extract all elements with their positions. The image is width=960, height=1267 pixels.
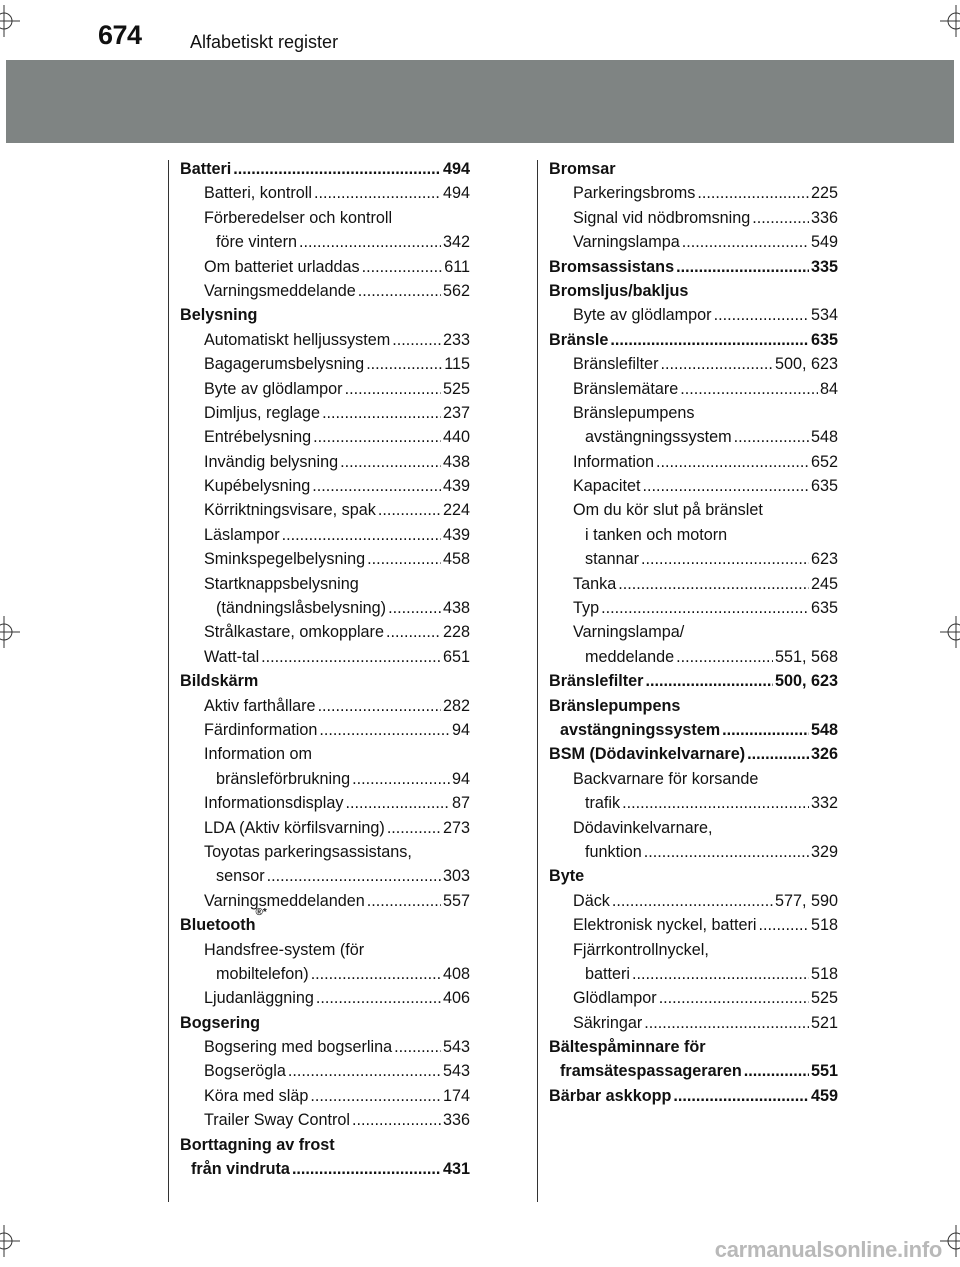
index-entry-page: 562 bbox=[442, 281, 470, 300]
index-entry-page: 408 bbox=[442, 964, 470, 983]
watermark: carmanualsonline.info bbox=[714, 1237, 942, 1262]
index-entry-text: Watt-tal bbox=[204, 647, 260, 666]
index-entry bbox=[180, 425, 470, 449]
index-entry-page: 282 bbox=[442, 696, 470, 715]
index-entry-text: Bogsering bbox=[180, 1013, 261, 1032]
index-entry bbox=[549, 742, 838, 766]
index-entry-page: 635 bbox=[810, 477, 838, 496]
index-entry bbox=[549, 572, 838, 596]
index-entry-text: mobiltelefon) bbox=[216, 964, 309, 983]
index-entry bbox=[549, 474, 838, 498]
index-entry-text: Kapacitet bbox=[573, 477, 641, 496]
index-entry-text: före vintern bbox=[216, 233, 297, 252]
index-entry bbox=[180, 816, 470, 840]
index-entry-page: 652 bbox=[810, 452, 838, 471]
index-entry-text: Typ bbox=[573, 599, 600, 618]
leader-dots bbox=[261, 645, 441, 669]
index-entry bbox=[549, 425, 838, 449]
index-entry-text: Bogserögla bbox=[204, 1062, 286, 1081]
index-entry-page: 233 bbox=[442, 330, 470, 349]
index-entry-text: stannar bbox=[585, 550, 639, 569]
index-entry-page: 303 bbox=[442, 867, 470, 886]
index-entry bbox=[549, 889, 838, 913]
index-entry bbox=[180, 206, 470, 230]
index-entry-text: Automatiskt helljussystem bbox=[204, 330, 391, 349]
index-entry-page: 342 bbox=[442, 233, 470, 252]
registration-mark-icon bbox=[940, 1225, 960, 1257]
leader-dots bbox=[676, 255, 809, 279]
index-entry-page: 458 bbox=[442, 550, 470, 569]
index-entry-text: Batteri, kontroll bbox=[204, 184, 312, 203]
index-entry-text: Batteri bbox=[180, 160, 232, 178]
index-entry bbox=[549, 840, 838, 864]
index-entry-text: Bagagerumsbelysning bbox=[204, 355, 365, 374]
leader-dots bbox=[345, 377, 441, 401]
page-number: 674 bbox=[98, 20, 142, 50]
index-entry bbox=[180, 230, 470, 254]
index-entry bbox=[180, 840, 470, 864]
index-entry-page: 94 bbox=[451, 720, 470, 739]
index-entry bbox=[180, 938, 470, 962]
index-entry-page: 557 bbox=[442, 891, 470, 910]
index-entry bbox=[180, 377, 470, 401]
index-entry bbox=[180, 328, 470, 352]
index-entry-page: 548 bbox=[810, 428, 838, 447]
leader-dots bbox=[316, 986, 441, 1010]
index-entry-text: Bränslefilter bbox=[549, 672, 644, 691]
index-entry bbox=[549, 645, 838, 669]
index-entry-page: 332 bbox=[810, 794, 838, 813]
index-entry-page: 494 bbox=[442, 160, 470, 178]
index-entry-text: Bromsar bbox=[549, 160, 616, 178]
index-entry bbox=[549, 694, 838, 718]
index-entry-page: 611 bbox=[444, 257, 470, 276]
index-entry-text: Säkringar bbox=[573, 1013, 643, 1032]
leader-dots bbox=[362, 255, 443, 279]
index-entry-text: Färdinformation bbox=[204, 720, 318, 739]
index-entry-page: 84 bbox=[819, 379, 838, 398]
index-entry bbox=[180, 962, 470, 986]
index-entry-page: 406 bbox=[442, 989, 470, 1008]
index-entry bbox=[549, 962, 838, 986]
index-entry bbox=[180, 498, 470, 522]
index-entry bbox=[549, 1011, 838, 1035]
index-entry-page: 431 bbox=[442, 1160, 470, 1179]
leader-dots bbox=[747, 742, 809, 766]
index-entry-page: 225 bbox=[810, 184, 838, 203]
leader-dots bbox=[632, 962, 809, 986]
index-entry-page: 494 bbox=[442, 184, 470, 203]
index-entry-text: (tändningslåsbelysning) bbox=[216, 599, 387, 618]
index-column-left bbox=[180, 157, 470, 1181]
index-entry bbox=[180, 279, 470, 303]
leader-dots bbox=[299, 230, 441, 254]
index-entry bbox=[549, 206, 838, 230]
index-entry-page: 651 bbox=[442, 647, 470, 666]
index-entry-text: Sminkspegelbelysning bbox=[204, 550, 366, 569]
leader-dots bbox=[292, 1157, 441, 1181]
index-entry-text: Om du kör slut på bränslet bbox=[573, 501, 763, 520]
index-entry-page: 115 bbox=[444, 355, 470, 374]
index-entry bbox=[180, 255, 470, 279]
index-entry bbox=[549, 352, 838, 376]
leader-dots bbox=[386, 620, 441, 644]
index-entry bbox=[180, 474, 470, 498]
index-entry bbox=[180, 620, 470, 644]
index-entry bbox=[549, 816, 838, 840]
leader-dots bbox=[312, 474, 441, 498]
index-entry bbox=[180, 669, 470, 693]
index-entry bbox=[549, 523, 838, 547]
leader-dots bbox=[388, 596, 441, 620]
index-entry-text: Köra med släp bbox=[204, 1086, 309, 1105]
index-entry bbox=[549, 328, 838, 352]
registration-mark-icon bbox=[940, 616, 960, 648]
index-entry-text: Informationsdisplay bbox=[204, 794, 344, 813]
index-entry bbox=[180, 1035, 470, 1059]
index-entry bbox=[180, 547, 470, 571]
index-entry-page: 534 bbox=[810, 306, 838, 325]
index-entry-text: Dimljus, reglage bbox=[204, 403, 321, 422]
index-entry-text: Kupébelysning bbox=[204, 477, 311, 496]
index-entry-page: 228 bbox=[442, 623, 470, 642]
index-entry-text: Däck bbox=[573, 891, 610, 910]
index-entry bbox=[180, 303, 470, 327]
index-entry bbox=[549, 498, 838, 522]
leader-dots bbox=[744, 1059, 809, 1083]
leader-dots bbox=[358, 279, 441, 303]
leader-dots bbox=[340, 450, 441, 474]
leader-dots bbox=[656, 450, 809, 474]
leader-dots bbox=[714, 303, 809, 327]
index-entry bbox=[549, 181, 838, 205]
index-entry bbox=[180, 596, 470, 620]
index-entry bbox=[549, 157, 838, 181]
index-entry-text: Information bbox=[573, 452, 654, 471]
leader-dots bbox=[641, 547, 809, 571]
leader-dots bbox=[676, 645, 773, 669]
index-entry-text: Bränslefilter bbox=[573, 355, 659, 374]
index-entry-text: Läslampor bbox=[204, 525, 280, 544]
index-entry bbox=[180, 523, 470, 547]
index-entry-page: 635 bbox=[810, 599, 838, 618]
index-entry-text: Förberedelser och kontroll bbox=[204, 208, 393, 227]
index-entry-text: Varningsmeddelande bbox=[204, 281, 356, 300]
index-entry bbox=[549, 1059, 838, 1083]
index-entry-text: Varningsmeddelanden bbox=[204, 891, 365, 910]
index-entry-superscript: ®* bbox=[255, 907, 267, 919]
index-entry-text: Parkeringsbroms bbox=[573, 184, 696, 203]
index-entry bbox=[180, 572, 470, 596]
index-entry bbox=[549, 547, 838, 571]
index-entry-text: LDA (Aktiv körfilsvarning) bbox=[204, 818, 385, 837]
index-entry bbox=[549, 938, 838, 962]
index-entry-text: Fjärrkontrollnyckel, bbox=[573, 940, 709, 959]
index-entry-text: bränsleförbrukning bbox=[216, 769, 351, 788]
index-entry bbox=[180, 986, 470, 1010]
index-entry bbox=[180, 157, 470, 181]
index-entry-text: avstängningssystem bbox=[585, 428, 732, 447]
index-entry-text: Startknappsbelysning bbox=[204, 574, 359, 593]
index-entry-text: Bluetooth bbox=[180, 916, 256, 935]
leader-dots bbox=[752, 206, 809, 230]
index-entry-text: Bromsljus/bakljus bbox=[549, 281, 689, 300]
registration-mark-icon bbox=[0, 616, 20, 648]
index-entry-page: 543 bbox=[442, 1062, 470, 1081]
index-entry bbox=[549, 1035, 838, 1059]
index-entry-text: Byte av glödlampor bbox=[204, 379, 343, 398]
registration-mark-icon bbox=[0, 1225, 20, 1257]
leader-dots bbox=[387, 816, 441, 840]
index-entry-page: 521 bbox=[810, 1013, 838, 1032]
index-entry-text: Belysning bbox=[180, 306, 258, 325]
index-entry-page: 551 bbox=[810, 1062, 838, 1081]
leader-dots bbox=[310, 1084, 441, 1108]
index-entry bbox=[180, 1059, 470, 1083]
index-entry bbox=[180, 1084, 470, 1108]
index-entry-text: Elektronisk nyckel, batteri bbox=[573, 916, 757, 935]
index-entry-page: 459 bbox=[810, 1086, 838, 1105]
index-entry bbox=[180, 718, 470, 742]
index-entry-page: 237 bbox=[442, 403, 470, 422]
index-entry bbox=[549, 791, 838, 815]
index-entry-text: trafik bbox=[585, 794, 621, 813]
index-entry-text: Körriktningsvisare, spak bbox=[204, 501, 376, 520]
index-entry bbox=[180, 1108, 470, 1132]
index-entry-page: 273 bbox=[442, 818, 470, 837]
index-entry-text: Trailer Sway Control bbox=[204, 1111, 351, 1130]
leader-dots bbox=[319, 718, 450, 742]
leader-dots bbox=[610, 328, 809, 352]
index-entry-page: 440 bbox=[442, 428, 470, 447]
registration-mark-icon bbox=[940, 5, 960, 37]
index-entry-page: 94 bbox=[451, 769, 470, 788]
index-entry-text: Aktiv farthållare bbox=[204, 696, 316, 715]
index-entry-text: Bildskärm bbox=[180, 672, 259, 691]
index-entry-page: 518 bbox=[810, 964, 838, 983]
leader-dots bbox=[314, 181, 441, 205]
index-entry-text: meddelande bbox=[585, 647, 675, 666]
index-entry-text: Invändig belysning bbox=[204, 452, 339, 471]
index-entry-page: 336 bbox=[810, 208, 838, 227]
index-entry-page: 549 bbox=[810, 233, 838, 252]
leader-dots bbox=[622, 791, 809, 815]
index-entry bbox=[180, 181, 470, 205]
leader-dots bbox=[601, 596, 809, 620]
leader-dots bbox=[759, 913, 809, 937]
index-entry bbox=[549, 303, 838, 327]
index-entry-text: i tanken och motorn bbox=[585, 525, 728, 544]
index-entry-page: 439 bbox=[442, 477, 470, 496]
index-entry-page: 174 bbox=[442, 1086, 470, 1105]
index-entry-text: Varningslampa/ bbox=[573, 623, 685, 642]
leader-dots bbox=[722, 718, 809, 742]
index-entry bbox=[180, 767, 470, 791]
index-entry-page: 329 bbox=[810, 842, 838, 861]
index-entry-page: 500, 623 bbox=[774, 355, 838, 374]
leader-dots bbox=[233, 157, 441, 181]
index-entry bbox=[180, 401, 470, 425]
leader-dots bbox=[366, 352, 442, 376]
index-entry-text: Strålkastare, omkopplare bbox=[204, 623, 384, 642]
index-entry bbox=[549, 279, 838, 303]
index-entry-page: 548 bbox=[810, 720, 838, 739]
index-entry bbox=[549, 767, 838, 791]
leader-dots bbox=[311, 962, 441, 986]
index-entry-text: BSM (Dödavinkelvarnare) bbox=[549, 745, 746, 764]
index-entry-text: Toyotas parkeringsassistans, bbox=[204, 842, 412, 861]
leader-dots bbox=[645, 669, 773, 693]
index-entry-text: sensor bbox=[216, 867, 265, 886]
index-entry-text: Om batteriet urladdas bbox=[204, 257, 360, 276]
leader-dots bbox=[367, 547, 441, 571]
index-entry bbox=[180, 742, 470, 766]
index-entry-page: 543 bbox=[442, 1038, 470, 1057]
leader-dots bbox=[313, 425, 441, 449]
leader-dots bbox=[682, 230, 809, 254]
index-entry-text: Entrébelysning bbox=[204, 428, 312, 447]
index-entry-text: Signal vid nödbromsning bbox=[573, 208, 751, 227]
index-entry-text: Tanka bbox=[573, 574, 617, 593]
leader-dots bbox=[612, 889, 773, 913]
index-entry-text: Bogsering med bogserlina bbox=[204, 1038, 393, 1057]
leader-dots bbox=[282, 523, 441, 547]
index-entry bbox=[180, 889, 470, 913]
page-header bbox=[0, 0, 960, 60]
index-entry bbox=[180, 645, 470, 669]
index-entry-page: 439 bbox=[442, 525, 470, 544]
index-entry-text: Bromsassistans bbox=[549, 257, 675, 276]
leader-dots bbox=[644, 840, 809, 864]
index-entry-page: 438 bbox=[442, 599, 470, 618]
index-entry bbox=[549, 620, 838, 644]
index-entry-text: Bältespåminnare för bbox=[549, 1038, 706, 1057]
leader-dots bbox=[267, 864, 441, 888]
index-entry-text: batteri bbox=[585, 964, 630, 983]
index-entry bbox=[549, 913, 838, 937]
leader-dots bbox=[288, 1059, 441, 1083]
index-entry-text: Borttagning av frost bbox=[180, 1135, 335, 1154]
section-title: Alfabetiskt register bbox=[190, 32, 339, 52]
header-band bbox=[6, 60, 954, 143]
leader-dots bbox=[367, 889, 441, 913]
index-entry-page: 525 bbox=[442, 379, 470, 398]
leader-dots bbox=[618, 572, 809, 596]
leader-dots bbox=[673, 1084, 809, 1108]
index-entry-text: avstängningssystem bbox=[560, 720, 721, 739]
index-entry bbox=[180, 791, 470, 815]
index-entry-text: Glödlampor bbox=[573, 989, 657, 1008]
index-entry bbox=[180, 694, 470, 718]
index-entry bbox=[549, 1084, 838, 1108]
index-entry-text: Byte bbox=[549, 867, 585, 886]
index-entry bbox=[180, 864, 470, 888]
leader-dots bbox=[659, 986, 809, 1010]
index-entry-page: 577, 590 bbox=[774, 891, 838, 910]
index-entry-text: Dödavinkelvarnare, bbox=[573, 818, 713, 837]
index-entry-page: 438 bbox=[442, 452, 470, 471]
index-entry-text: Information om bbox=[204, 745, 312, 764]
leader-dots bbox=[352, 1108, 441, 1132]
index-entry-page: 551, 568 bbox=[774, 647, 838, 666]
index-entry-page: 525 bbox=[810, 989, 838, 1008]
index-entry-page: 245 bbox=[810, 574, 838, 593]
index-entry bbox=[549, 669, 838, 693]
index-entry-text: funktion bbox=[585, 842, 642, 861]
index-entry bbox=[549, 864, 838, 888]
index-entry bbox=[549, 450, 838, 474]
index-entry bbox=[549, 230, 838, 254]
index-entry-page: 87 bbox=[451, 794, 470, 813]
index-entry-page: 326 bbox=[810, 745, 838, 764]
index-entry bbox=[549, 401, 838, 425]
leader-dots bbox=[697, 181, 809, 205]
index-entry bbox=[549, 255, 838, 279]
index-entry-page: 635 bbox=[810, 330, 838, 349]
index-entry bbox=[549, 718, 838, 742]
leader-dots bbox=[318, 694, 441, 718]
leader-dots bbox=[643, 474, 809, 498]
leader-dots bbox=[392, 328, 441, 352]
index-entry bbox=[180, 450, 470, 474]
index-entry-text: Bränslepumpens bbox=[573, 403, 695, 422]
leader-dots bbox=[680, 377, 818, 401]
index-entry bbox=[180, 1133, 470, 1157]
index-entry-text: Bränslepumpens bbox=[549, 696, 681, 715]
index-entry-page: 623 bbox=[810, 550, 838, 569]
index-entry-page: 224 bbox=[442, 501, 470, 520]
index-entry bbox=[549, 377, 838, 401]
column-divider bbox=[168, 160, 169, 1202]
registration-mark-icon bbox=[0, 5, 20, 37]
index-column-right bbox=[549, 157, 838, 1108]
leader-dots bbox=[352, 767, 450, 791]
index-entry bbox=[180, 1011, 470, 1035]
index-entry bbox=[180, 907, 470, 937]
column-divider bbox=[537, 160, 538, 1202]
index-entry-text: Ljudanläggning bbox=[204, 989, 314, 1008]
index-entry-text: Bränslemätare bbox=[573, 379, 679, 398]
leader-dots bbox=[644, 1011, 809, 1035]
index-entry bbox=[180, 1157, 470, 1181]
index-entry-page: 500, 623 bbox=[774, 672, 838, 691]
index-entry-text: Bärbar askkopp bbox=[549, 1086, 672, 1105]
leader-dots bbox=[322, 401, 441, 425]
index-entry bbox=[549, 596, 838, 620]
leader-dots bbox=[378, 498, 441, 522]
index-entry-text: framsätespassageraren bbox=[560, 1062, 742, 1081]
index-entry-text: Bränsle bbox=[549, 330, 609, 349]
leader-dots bbox=[345, 791, 450, 815]
index-entry-text: Handsfree-system (för bbox=[204, 940, 365, 959]
index-entry-page: 335 bbox=[810, 257, 838, 276]
leader-dots bbox=[660, 352, 773, 376]
index-entry-page: 518 bbox=[810, 916, 838, 935]
index-entry-text: från vindruta bbox=[191, 1160, 290, 1179]
index-entry-text: Byte av glödlampor bbox=[573, 306, 712, 325]
index-entry bbox=[180, 352, 470, 376]
leader-dots bbox=[394, 1035, 441, 1059]
index-entry bbox=[549, 986, 838, 1010]
index-entry-text: Varningslampa bbox=[573, 233, 680, 252]
index-entry-page: 336 bbox=[442, 1111, 470, 1130]
leader-dots bbox=[734, 425, 809, 449]
index-entry-text: Backvarnare för korsande bbox=[573, 769, 759, 788]
